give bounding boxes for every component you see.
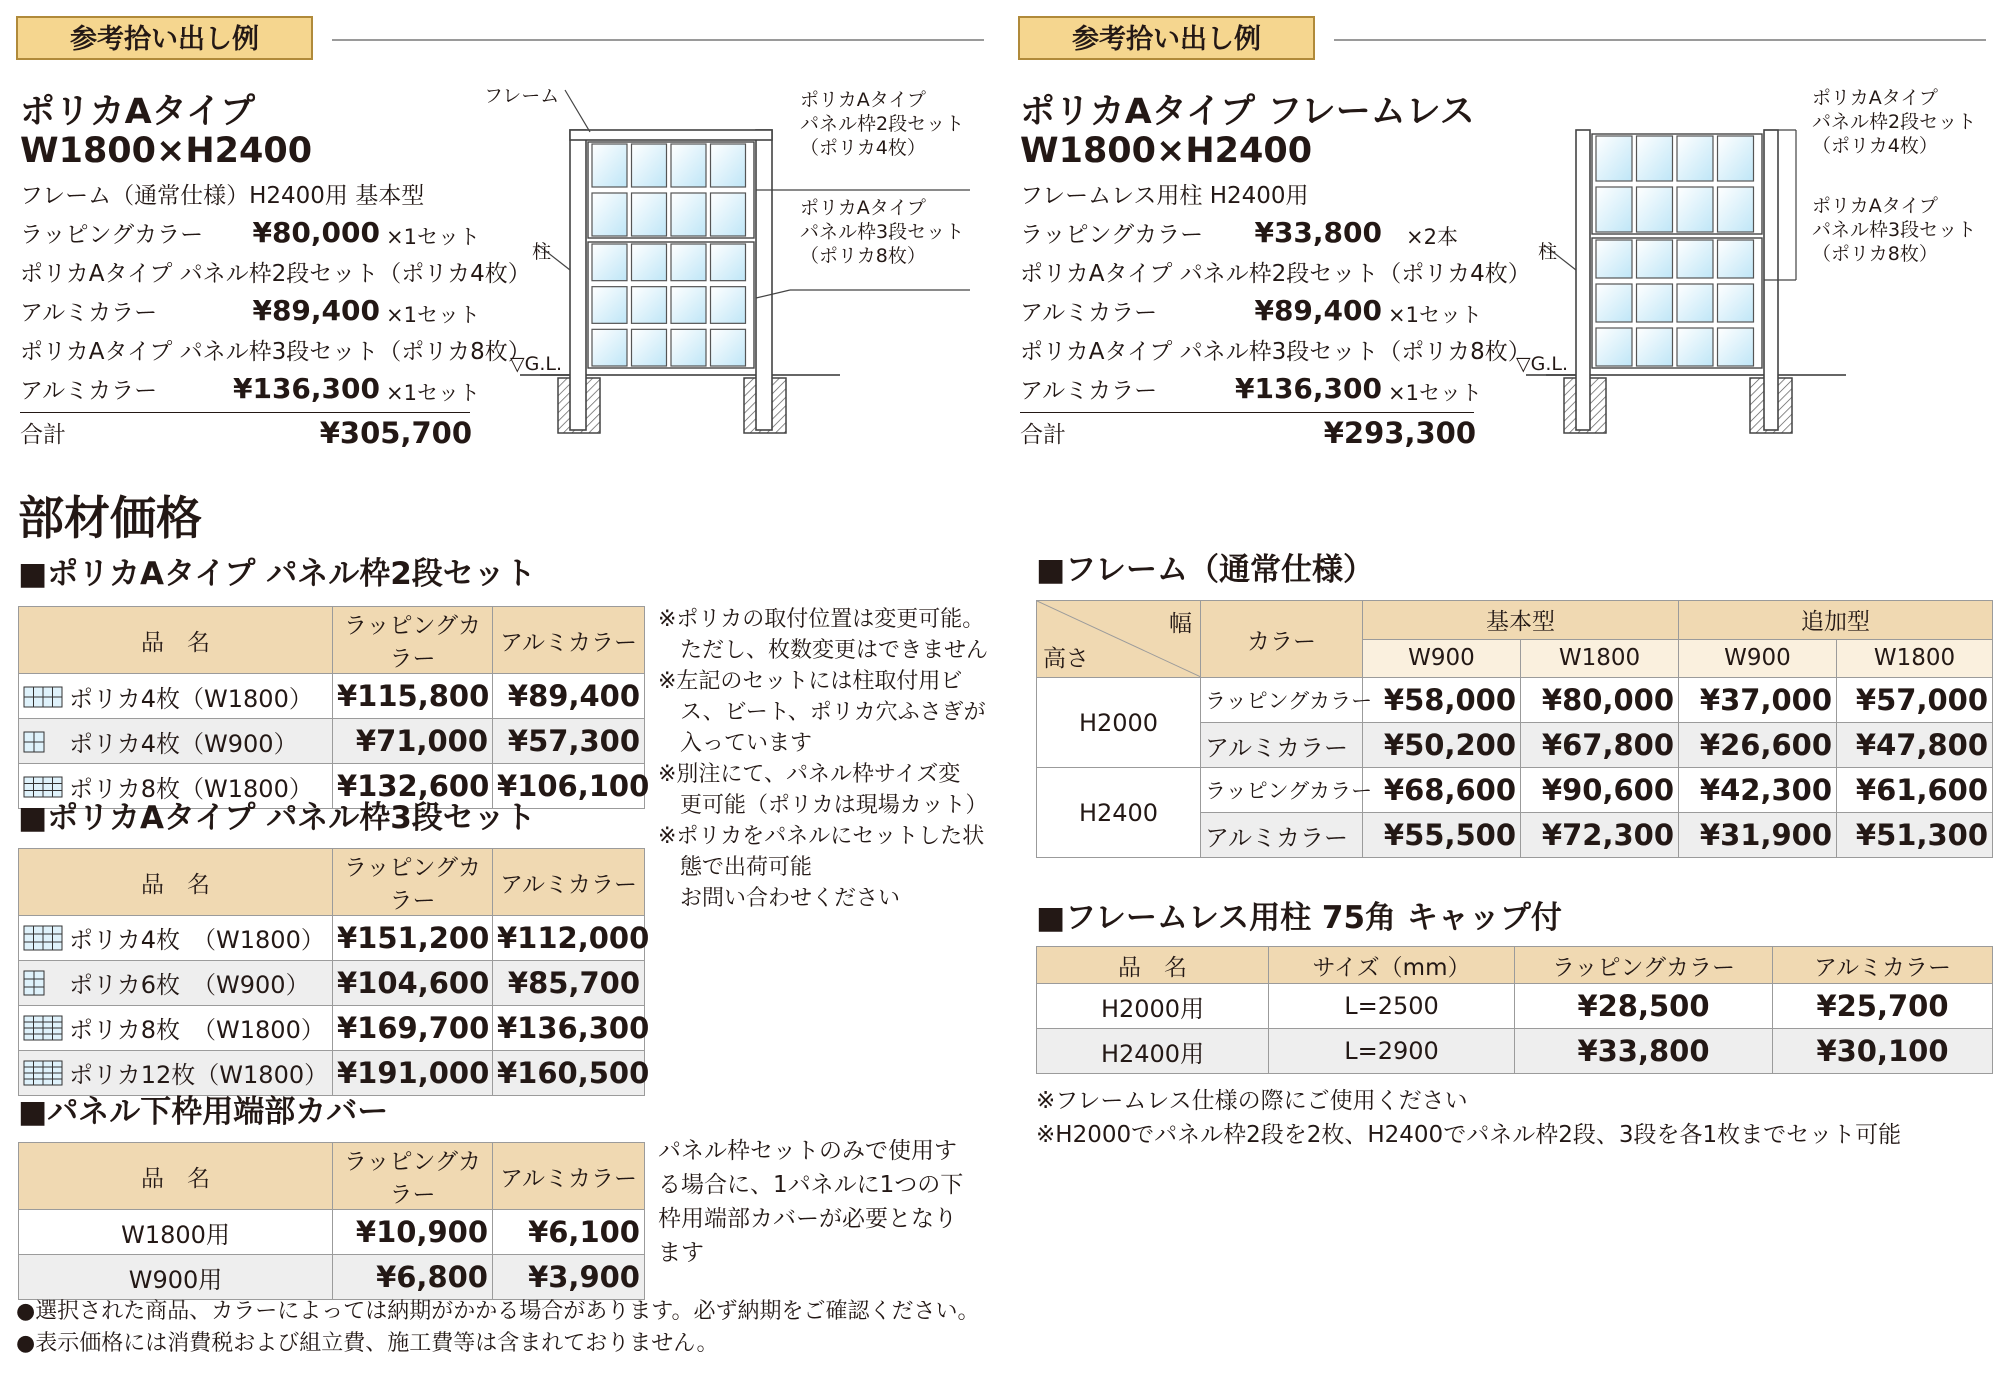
diagram-post-label: 柱 xyxy=(532,241,552,263)
polycarbonate-cell xyxy=(1637,284,1673,322)
example-row: ポリカAタイプ パネル枠2段セット（ポリカ4枚） xyxy=(20,261,531,287)
table-row xyxy=(19,1255,645,1300)
example-rule-left xyxy=(332,39,984,41)
col-header: W1800 xyxy=(1521,639,1679,678)
price-wrap: ¥6,800 xyxy=(333,1255,493,1300)
item-name: ポリカ4枚（W900） xyxy=(19,719,333,764)
polycarbonate-cell xyxy=(1637,187,1673,232)
price-cell: ¥61,600 xyxy=(1837,768,1993,813)
total-label-right: 合計 xyxy=(1020,422,1066,448)
total-label-left: 合計 xyxy=(20,422,66,448)
example-price: ¥80,000 xyxy=(252,216,380,249)
example-badge-right: 参考拾い出し例 xyxy=(1018,16,1315,60)
price-wrap: ¥71,000 xyxy=(333,719,493,764)
polycarbonate-cell xyxy=(1718,284,1754,322)
grid-icon-2x2 xyxy=(23,686,63,714)
section-title-post: ■フレームレス用柱 75角 キャップ付 xyxy=(1036,900,1562,936)
table-frame xyxy=(1036,600,1993,858)
grid-icon-1x2 xyxy=(23,731,63,759)
table-row xyxy=(19,674,645,719)
example-qty: ×1セット xyxy=(1388,381,1482,405)
example-price: ¥89,400 xyxy=(252,294,380,327)
example-qty: ×1セット xyxy=(386,381,480,405)
example-price: ¥136,300 xyxy=(232,372,380,405)
total-rule-right xyxy=(1020,412,1474,413)
item-name: ポリカ8枚（W1800） xyxy=(19,764,333,809)
polycarbonate-cell xyxy=(711,244,746,281)
item-name: ポリカ4枚（W1800） xyxy=(19,674,333,719)
price-alu: ¥106,100 xyxy=(493,764,645,809)
example-rule-right xyxy=(1334,39,1986,41)
item-name: H2400用 xyxy=(1037,1029,1269,1074)
price-alu: ¥3,900 xyxy=(493,1255,645,1300)
polycarbonate-cell xyxy=(632,193,667,236)
price-cell: ¥51,300 xyxy=(1837,813,1993,858)
polycarbonate-cell xyxy=(671,144,706,187)
polycarbonate-cell xyxy=(1677,240,1713,278)
total-rule-left xyxy=(20,412,470,413)
table-row xyxy=(19,961,645,1006)
table-row xyxy=(19,1210,645,1255)
polycarbonate-cell xyxy=(1718,187,1754,232)
price-cell: ¥67,800 xyxy=(1521,723,1679,768)
example-row: ポリカAタイプ パネル枠3段セット（ポリカ8枚） xyxy=(1020,339,1531,365)
price-cell: ¥68,600 xyxy=(1363,768,1521,813)
total-value-right: ¥293,300 xyxy=(1323,416,1476,450)
grid-icon-4x3 xyxy=(23,1015,63,1047)
polycarbonate-cell xyxy=(632,244,667,281)
example-row: ラッピングカラー xyxy=(1020,222,1204,248)
price-wrap: ¥151,200 xyxy=(333,916,493,961)
col-header: 品 名 xyxy=(1037,947,1269,984)
item-name: ポリカ6枚 （W900） xyxy=(19,961,333,1006)
polycarbonate-cell xyxy=(592,287,627,324)
polycarbonate-cell xyxy=(632,329,667,366)
polycarbonate-cell xyxy=(1677,187,1713,232)
main-title: 部材価格 xyxy=(18,491,202,545)
price-cell: ¥90,600 xyxy=(1521,768,1679,813)
col-header: 品 名 xyxy=(19,1143,333,1210)
col-header: ラッピングカラー xyxy=(333,849,493,916)
polycarbonate-cell xyxy=(1596,240,1632,278)
col-header: ラッピングカラー xyxy=(333,1143,493,1210)
polycarbonate-cell xyxy=(592,193,627,236)
table-post xyxy=(1036,946,1993,1074)
example-row: ラッピングカラー xyxy=(20,222,204,248)
price-alu: ¥160,500 xyxy=(493,1051,645,1096)
polycarbonate-cell xyxy=(1677,284,1713,322)
table-3dan xyxy=(18,848,650,1096)
price-alu: ¥85,700 xyxy=(493,961,645,1006)
diagram-gl-label: ▽G.L. xyxy=(1516,353,1568,375)
col-header: W1800 xyxy=(1837,639,1993,678)
price-cell: ¥57,000 xyxy=(1837,678,1993,723)
color-cell: ラッピングカラー xyxy=(1201,768,1363,813)
table-row xyxy=(19,719,645,764)
col-header: サイズ（mm） xyxy=(1269,947,1515,984)
example-qty: ×1セット xyxy=(1388,303,1482,327)
polycarbonate-cell xyxy=(671,193,706,236)
section-title-3dan: ■ポリカAタイプ パネル枠3段セット xyxy=(18,800,536,836)
price-wrap: ¥104,600 xyxy=(333,961,493,1006)
color-cell: ラッピングカラー xyxy=(1201,678,1363,723)
col-header: ラッピングカラー xyxy=(333,607,493,674)
price-cell: ¥47,800 xyxy=(1837,723,1993,768)
col-header: カラー xyxy=(1201,601,1363,678)
table-cover xyxy=(18,1142,645,1300)
example-badge-left: 参考拾い出し例 xyxy=(16,16,313,60)
section-title-frame: ■フレーム（通常仕様） xyxy=(1036,552,1375,588)
price-wrap: ¥191,000 xyxy=(333,1051,493,1096)
polycarbonate-cell xyxy=(592,244,627,281)
price-cell: ¥42,300 xyxy=(1679,768,1837,813)
col-header: W900 xyxy=(1363,639,1521,678)
height-cell: H2000 xyxy=(1037,678,1201,768)
polycarbonate-cell xyxy=(711,329,746,366)
example-qty: ×1セット xyxy=(386,303,480,327)
col-header: アルミカラー xyxy=(493,849,645,916)
example-price: ¥33,800 xyxy=(1254,216,1382,249)
price-wrap: ¥132,600 xyxy=(333,764,493,809)
polycarbonate-cell xyxy=(671,329,706,366)
example-title-left: ポリカAタイプ xyxy=(20,92,255,132)
height-cell: H2400 xyxy=(1037,768,1201,858)
example-row: ポリカAタイプ パネル枠2段セット（ポリカ4枚） xyxy=(1020,261,1531,287)
example-row: アルミカラー xyxy=(1020,378,1158,404)
col-header: 品 名 xyxy=(19,849,333,916)
price-cell: ¥31,900 xyxy=(1679,813,1837,858)
polycarbonate-cell xyxy=(592,144,627,187)
corner-width-label: 幅 xyxy=(1169,611,1192,637)
col-header: W900 xyxy=(1679,639,1837,678)
table-row xyxy=(1037,678,1993,723)
polycarbonate-cell xyxy=(632,287,667,324)
example-row: フレームレス用柱 H2400用 xyxy=(1020,183,1309,209)
price-alu: ¥136,300 xyxy=(493,1006,645,1051)
table-row xyxy=(1037,768,1993,813)
notes-middle: ※ポリカの取付位置は変更可能。 ただし、枚数変更はできません ※左記のセットには柱取付用ビ ス、ビート、ポリカ穴ふさぎが 入っています ※別注にて、パネル枠サイズ変 更可能（ポリカは現場カット） ※ポリカをパネルにセットした状 態で出荷可能 お問い合わせください xyxy=(658,607,989,911)
diagram-callout-3dan: ポリカAタイプ パネル枠3段セット （ポリカ8枚） xyxy=(1812,195,1977,265)
diagram-post-label: 柱 xyxy=(1538,241,1558,263)
price-alu: ¥25,700 xyxy=(1773,984,1993,1029)
polycarbonate-cell xyxy=(1596,284,1632,322)
example-row: アルミカラー xyxy=(20,378,158,404)
col-header: アルミカラー xyxy=(493,607,645,674)
item-name: ポリカ8枚 （W1800） xyxy=(19,1006,333,1051)
price-alu: ¥6,100 xyxy=(493,1210,645,1255)
price-alu: ¥30,100 xyxy=(1773,1029,1993,1074)
col-header: アルミカラー xyxy=(493,1143,645,1210)
polycarbonate-cell xyxy=(592,329,627,366)
price-wrap: ¥169,700 xyxy=(333,1006,493,1051)
polycarbonate-cell xyxy=(1637,328,1673,366)
item-name: ポリカ4枚 （W1800） xyxy=(19,916,333,961)
item-name: W1800用 xyxy=(19,1210,333,1255)
example-row: フレーム（通常仕様）H2400用 基本型 xyxy=(20,183,425,209)
example-title-right: ポリカAタイプ フレームレス xyxy=(1020,92,1475,132)
polycarbonate-cell xyxy=(671,244,706,281)
diagram-callout-2dan: ポリカAタイプ パネル枠2段セット （ポリカ4枚） xyxy=(800,89,965,159)
post-notes: ※フレームレス仕様の際にご使用ください ※H2000でパネル枠2段を2枚、H2400でパネル枠2段、3段を各1枚までセット可能 xyxy=(1036,1088,1902,1148)
price-alu: ¥57,300 xyxy=(493,719,645,764)
price-cell: ¥80,000 xyxy=(1521,678,1679,723)
example-row: ポリカAタイプ パネル枠3段セット（ポリカ8枚） xyxy=(20,339,531,365)
price-wrap: ¥33,800 xyxy=(1515,1029,1773,1074)
diagram-callout-3dan: ポリカAタイプ パネル枠3段セット （ポリカ8枚） xyxy=(800,197,965,267)
polycarbonate-cell xyxy=(711,287,746,324)
example-qty: ×1セット xyxy=(386,225,480,249)
price-cell: ¥37,000 xyxy=(1679,678,1837,723)
total-value-left: ¥305,700 xyxy=(319,416,472,450)
diagram-frame-label: フレーム xyxy=(484,85,560,107)
col-header: 品 名 xyxy=(19,607,333,674)
item-name: W900用 xyxy=(19,1255,333,1300)
price-wrap: ¥115,800 xyxy=(333,674,493,719)
item-name: H2000用 xyxy=(1037,984,1269,1029)
table-row xyxy=(19,1006,645,1051)
col-header: アルミカラー xyxy=(1773,947,1993,984)
corner-height-label: 高さ xyxy=(1043,646,1089,672)
example-price: ¥136,300 xyxy=(1234,372,1382,405)
polycarbonate-cell xyxy=(671,287,706,324)
polycarbonate-cell xyxy=(1596,328,1632,366)
price-alu: ¥112,000 xyxy=(493,916,645,961)
polycarbonate-cell xyxy=(632,144,667,187)
table-row xyxy=(1037,1029,1993,1074)
table-row xyxy=(1037,984,1993,1029)
color-cell: アルミカラー xyxy=(1201,813,1363,858)
price-cell: ¥55,500 xyxy=(1363,813,1521,858)
price-cell: ¥72,300 xyxy=(1521,813,1679,858)
grid-icon-4x3 xyxy=(23,925,63,957)
polycarbonate-cell xyxy=(711,144,746,187)
size-cell: L=2500 xyxy=(1269,984,1515,1029)
polycarbonate-cell xyxy=(1677,328,1713,366)
section-title-cover: ■パネル下枠用端部カバー xyxy=(18,1094,389,1130)
example-subtitle-left: W1800×H2400 xyxy=(20,131,313,171)
example-qty: ×2本 xyxy=(1406,225,1458,249)
price-wrap: ¥28,500 xyxy=(1515,984,1773,1029)
col-header: ラッピングカラー xyxy=(1515,947,1773,984)
diagram-callout-2dan: ポリカAタイプ パネル枠2段セット （ポリカ4枚） xyxy=(1812,87,1977,157)
table-2dan xyxy=(18,606,650,809)
section-title-2dan: ■ポリカAタイプ パネル枠2段セット xyxy=(18,556,536,592)
table-row xyxy=(19,1051,645,1096)
polycarbonate-cell xyxy=(1596,136,1632,181)
polycarbonate-cell xyxy=(1596,187,1632,232)
price-cell: ¥58,000 xyxy=(1363,678,1521,723)
polycarbonate-cell xyxy=(1637,136,1673,181)
price-wrap: ¥10,900 xyxy=(333,1210,493,1255)
color-cell: アルミカラー xyxy=(1201,723,1363,768)
table-row xyxy=(19,916,645,961)
group-header: 基本型 xyxy=(1363,601,1679,640)
example-price: ¥89,400 xyxy=(1254,294,1382,327)
price-cell: ¥26,600 xyxy=(1679,723,1837,768)
polycarbonate-cell xyxy=(711,193,746,236)
polycarbonate-cell xyxy=(1677,136,1713,181)
item-name: ポリカ12枚（W1800） xyxy=(19,1051,333,1096)
example-row: アルミカラー xyxy=(20,300,158,326)
polycarbonate-cell xyxy=(1718,136,1754,181)
grid-icon-4x4 xyxy=(23,1060,63,1092)
example-row: アルミカラー xyxy=(1020,300,1158,326)
grid-icon-2x3 xyxy=(23,970,63,1002)
polycarbonate-cell xyxy=(1718,328,1754,366)
footer-notes: ●選択された商品、カラーによっては納期がかかる場合があります。必ず納期をご確認ください。 ●表示価格には消費税および組立費、施工費等は含まれておりません。 xyxy=(16,1299,980,1356)
diagram-gl-label: ▽G.L. xyxy=(510,353,562,375)
price-cell: ¥50,200 xyxy=(1363,723,1521,768)
group-header: 追加型 xyxy=(1679,601,1993,640)
size-cell: L=2900 xyxy=(1269,1029,1515,1074)
polycarbonate-cell xyxy=(1718,240,1754,278)
example-subtitle-right: W1800×H2400 xyxy=(1020,131,1313,171)
polycarbonate-cell xyxy=(1637,240,1673,278)
cover-note: パネル枠セットのみで使用す る場合に、1パネルに1つの下 枠用端部カバーが必要となり ます xyxy=(658,1138,964,1266)
corner-cell xyxy=(1037,601,1201,678)
price-alu: ¥89,400 xyxy=(493,674,645,719)
